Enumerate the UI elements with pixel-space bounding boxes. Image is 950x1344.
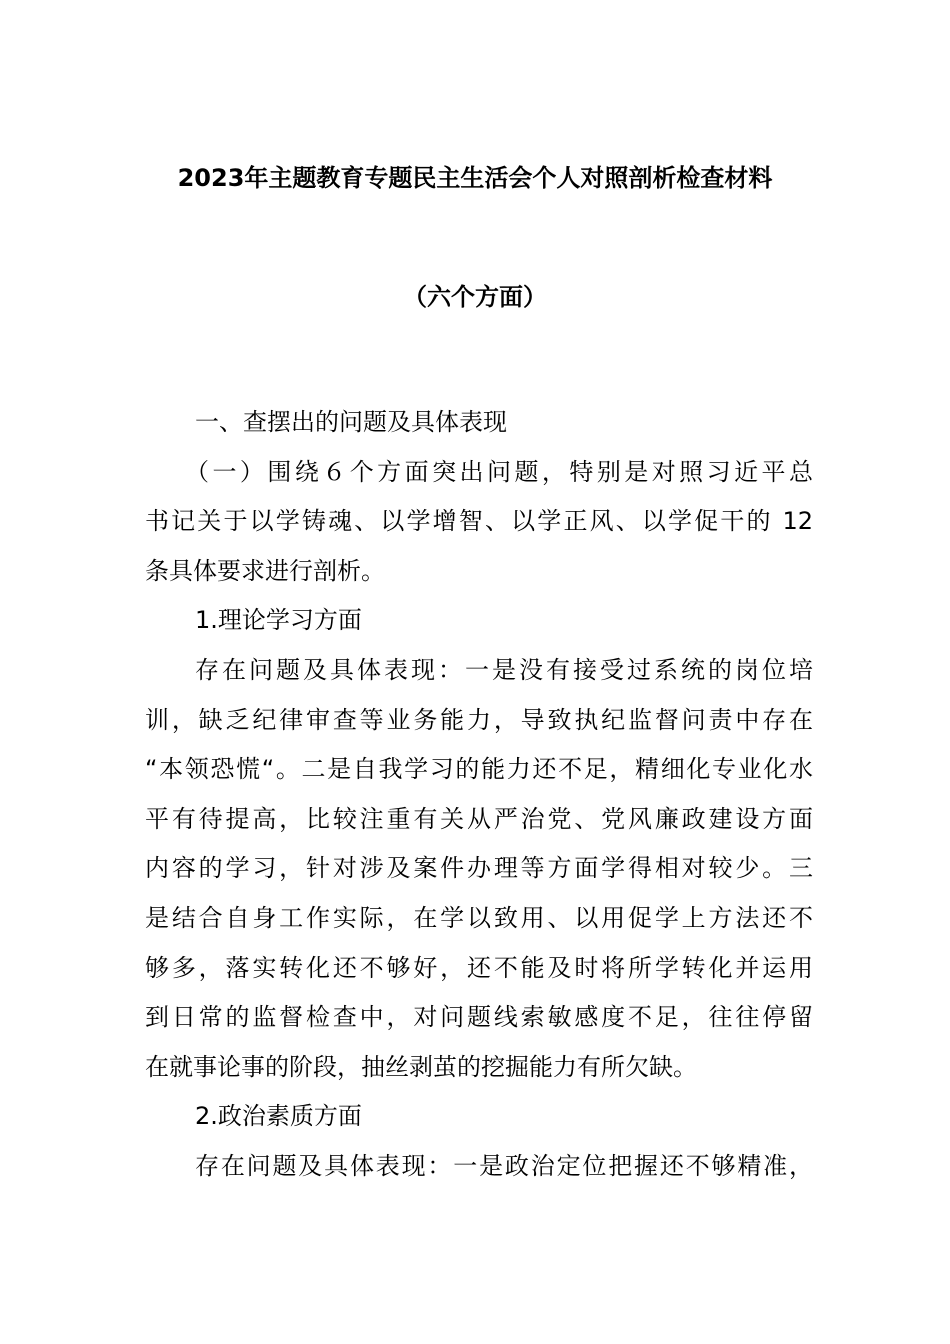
paragraph-line: 内容的学习，针对涉及案件办理等方面学得相对较少。三 [145,854,813,883]
paragraph-line: 平有待提高，比较注重有关从严治党、党风廉政建设方面 [145,804,813,833]
paragraph-line: 训，缺乏纪律审查等业务能力，导致执纪监督问责中存在 [145,705,813,734]
paragraph-line: 在就事论事的阶段，抽丝剥茧的挖掘能力有所欠缺。 [145,1052,697,1081]
paragraph-line: 是结合自身工作实际，在学以致用、以用促学上方法还不 [145,903,813,932]
paragraph-line: 存在问题及具体表现：一是政治定位把握还不够精准， [195,1151,813,1180]
paragraph-line: 够多，落实转化还不够好，还不能及时将所学转化并运用 [145,953,813,982]
subsection-heading: （一）围绕６个方面突出问题，特别是对照习近平总 [185,457,813,486]
paragraph-line: “本领恐慌“。二是自我学习的能力还不足，精细化专业化水 [145,755,813,784]
paragraph-line: 存在问题及具体表现：一是没有接受过系统的岗位培 [195,655,813,684]
item-heading: 2.政治素质方面 [195,1102,362,1131]
document-title: 2023年主题教育专题民主生活会个人对照剖析检查材料 [177,164,773,192]
paragraph-line: 条具体要求进行剖析。 [145,556,385,585]
document-body [145,398,813,1192]
section-heading: 一、查摆出的问题及具体表现 [195,408,507,436]
item-heading: 1.理论学习方面 [195,606,362,635]
paragraph-line: 书记关于以学铸魂、以学增智、以学正风、以学促干的 12 [145,507,813,536]
paragraph-line: 到日常的监督检查中，对问题线索敏感度不足，往往停留 [145,1003,813,1032]
document-subtitle: （六个方面） [403,283,547,311]
